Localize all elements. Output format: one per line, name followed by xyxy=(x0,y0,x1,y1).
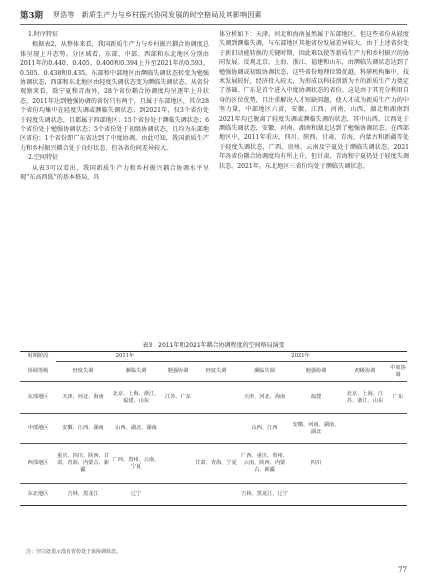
page-number: 77 xyxy=(398,566,407,574)
table-cell: 吉林、黑龙江、辽宁 xyxy=(238,484,291,506)
right-column xyxy=(219,30,409,171)
table-cell xyxy=(389,414,407,444)
table-cell xyxy=(341,414,389,444)
table-row xyxy=(20,444,407,484)
year-2011: 2011年 xyxy=(56,352,194,362)
table-row xyxy=(20,484,407,506)
table-cell: 辽宁 xyxy=(110,484,162,506)
table-cell: 广东 xyxy=(389,382,407,414)
region-cell: 东北地区 xyxy=(20,484,56,506)
level-header: 轻度失调 xyxy=(72,368,94,374)
table-cell xyxy=(194,484,238,506)
paragraph-spatial-start: 从表3可以看出，我国新质生产力和乡村振兴耦合协调水平呈现“东高西低”的基本格局，具 xyxy=(20,164,209,182)
table-cell xyxy=(341,484,389,506)
running-title: 罗浩等 新质生产力与乡村振兴协同发展的时空格局及其影响因素 xyxy=(52,11,262,19)
subheading-spatial: 2.空间特征 xyxy=(28,154,59,162)
table-cell xyxy=(162,444,194,484)
region-cell: 东部地区 xyxy=(20,382,56,414)
region-cell: 西部地区 xyxy=(20,444,56,484)
subheading-temporal: 1.时序特征 xyxy=(28,31,59,38)
table-cell: 广西、贵州、云南、宁夏 xyxy=(110,444,162,484)
level-header: 中度协调 xyxy=(390,364,406,378)
table-cell xyxy=(389,484,407,506)
table-cell xyxy=(291,484,341,506)
table-cell xyxy=(194,414,238,444)
table-cell: 吉林、黑龙江 xyxy=(56,484,110,506)
level-header: 勉强协调 xyxy=(167,368,189,374)
table-cell: 安徽、河南、湖南、湖北 xyxy=(291,414,341,444)
table-cell: 山西、湖北、湖南 xyxy=(110,414,162,444)
issue-number: 第3期 xyxy=(20,11,43,21)
table-cell: 安徽、江西、湖南 xyxy=(56,414,110,444)
time-label: 时期阶段 xyxy=(20,352,56,362)
table-cell: 广西、重庆、贵州、云南、陕西、内蒙古、新疆 xyxy=(238,444,291,484)
table-row xyxy=(20,382,407,414)
table-cell xyxy=(162,414,194,444)
table-cell: 四川 xyxy=(291,444,341,484)
table-cell: 北京、上海、江苏、浙江、山东 xyxy=(341,382,389,414)
table-cell xyxy=(341,444,389,484)
level-header: 勉强协调 xyxy=(305,368,327,374)
table-cell: 甘肃、青海、宁夏 xyxy=(194,444,238,484)
table-row xyxy=(20,414,407,444)
level-header: 濒临失调 xyxy=(254,368,275,374)
table-cell: 山西、江西 xyxy=(238,414,291,444)
table-cell xyxy=(162,484,194,506)
table-cell: 天津、河北、海南 xyxy=(238,382,291,414)
year-2021: 2021年 xyxy=(194,352,407,362)
coupling-table xyxy=(20,351,407,506)
table-cell xyxy=(194,382,238,414)
table-cell: 福建 xyxy=(291,382,341,414)
table-cell: 天津、河北、海南 xyxy=(56,382,110,414)
page-header xyxy=(20,6,407,25)
left-column xyxy=(20,30,209,183)
table-cell: 北京、上海、浙江、福建、山东 xyxy=(110,382,162,414)
region-cell: 中部地区 xyxy=(20,414,56,444)
table-cell xyxy=(389,444,407,484)
level-header: 濒临失调 xyxy=(125,368,147,374)
table-note: 注：空白处表示没有省份处于该协调状态。 xyxy=(26,549,122,555)
table-cell: 重庆、四川、陕西、甘肃、青海、内蒙古、新疆 xyxy=(56,444,110,484)
level-header: 轻度失调 xyxy=(205,368,227,374)
level-label: 协调等级 xyxy=(27,367,49,374)
paragraph-temporal: 根据表2，从整体来看，我国新质生产力与乡村振兴耦合协调度总体呈现上升态势。分区域看，东部、中部、西部和东北地区分别由2011年的0.440、0.405、0.400和0.394上升至2021年的0.593、0.505、0.438和0.435。东部和中部地区由濒临失调状态转变为勉强协调状态，西部和东北地区由轻度失调状态变为濒临失调状态。从省份观察来看，除宁夏和青海外，28个省份耦合协调度均呈逐年上升状态，2011年达到勉强协调的省份只有两个，且属于东部地区，其余28个省份均集中在轻度失调或濒临失调状态；到2021年，仅3个省份处于轻度失调状态，且都属于西部地区；15个省份处于濒临失调状态；6个省份处于勉强协调状态；5个省份处于初级协调状态，且均为东部地区省份；1个省份即广东省达到了中度协调。由此可知，我国新质生产力和乡村振兴耦合处于良好状态，但各省份间差异较大。 xyxy=(20,41,209,152)
table-level-row xyxy=(20,362,407,382)
table-caption: 表3 2011年和2021年耦合协调程度的空间格局演变 xyxy=(142,342,285,349)
paragraph-spatial-continued: 体分析如下：天津、河北和海南虽然属于东部地区，但这些省份从轻度失调到濒临失调，与东部地区其他省份发展差异较大，由于上述省份处于新旧动能转换的关键时期，因此难以使等新质生产力和乡村振兴的协同发展。反观北京、上海、浙江、福建和山东，由濒临失调状态达到了勉强协调或初级协调状态，这些省份地理位置优越，科研机构集中，技术发展较好，经济投入较大，为形成以科技创新为主的新质生产力奠定了基础。广东是首个进入中度协调状态的省份。这是由于其充分利用自身的区位优势，且注重解决人才短缺问题，使人才成为新质生产力的中坚力量，中部地区六省，安徽、江西、河南、山西、湖北和湖南到2021年均已脱离了轻度失调或濒临失调的状态，其中山西、江西处于濒临失调状态，安徽、河南、湖南和湖北达到了勉强协调状态。在西部地区中，2011年重庆、四川、陕西、甘肃、青海、内蒙古和新疆等处于轻度失调状态，广西、贵州、云南及宁夏处于濒临失调状态，2021年各省份耦合协调度均有所上升，但甘肃、青海和宁夏仍处于轻度失调状态。2021年，东北地区三省份均处于濒临失调状态。 xyxy=(219,31,409,170)
table-cell: 江苏、广东 xyxy=(162,382,194,414)
level-header: 初级协调 xyxy=(354,368,376,374)
table-header-row xyxy=(20,352,407,362)
